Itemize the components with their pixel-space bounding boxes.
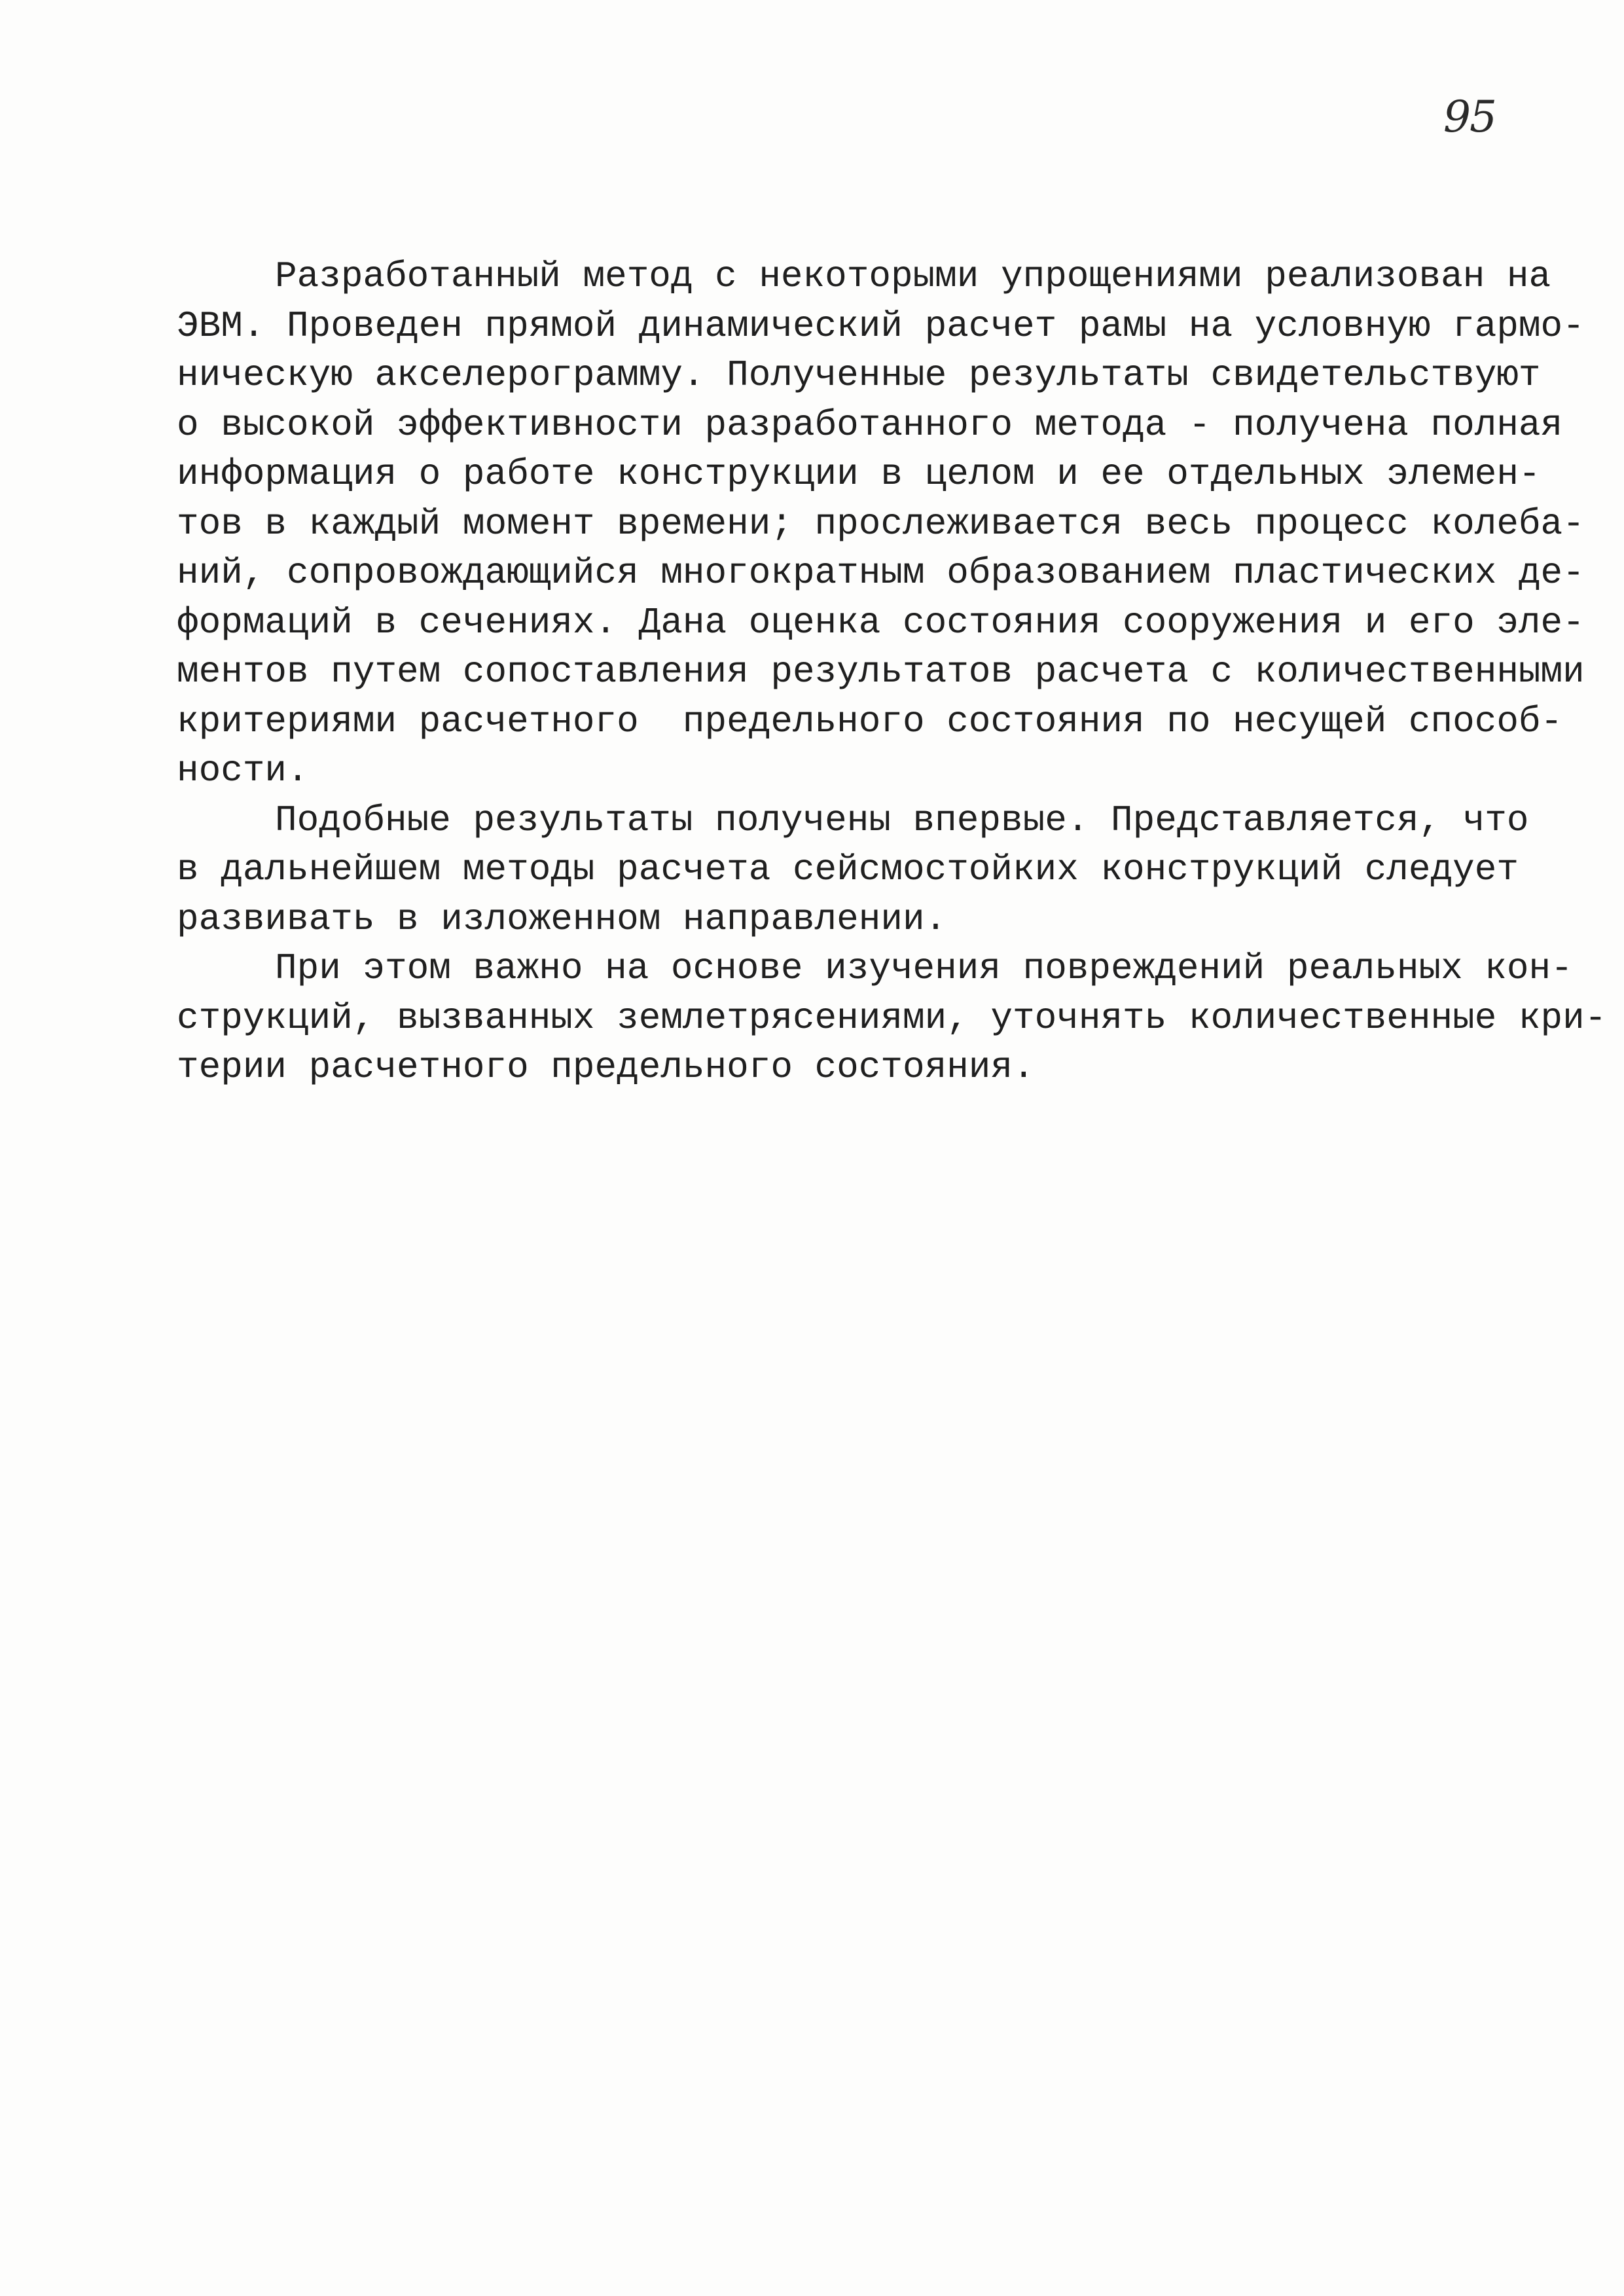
text-line: развивать в изложенном направлении. — [177, 898, 947, 940]
text-line: в дальнейшем методы расчета сейсмостойких конструкций следует — [177, 848, 1519, 890]
text-line: ническую акселерограмму. Полученные результаты свидетельствуют — [177, 354, 1541, 396]
text-line: ности. — [177, 750, 309, 792]
text-line: Разработанный метод с некоторыми упрощениями реализован на — [275, 255, 1551, 297]
text-line: формаций в сечениях. Дана оценка состояния сооружения и его эле- — [177, 601, 1585, 644]
paragraph-1 — [177, 252, 1585, 796]
text-line: Подобные результаты получены впервые. Представляется, что — [275, 799, 1529, 841]
text-line: ний, сопровождающийся многократным образованием пластических де- — [177, 552, 1585, 594]
text-line: информация о работе конструкции в целом и ее отдельных элемен- — [177, 453, 1541, 495]
text-line: тов в каждый момент времени; прослеживается весь процесс колеба- — [177, 502, 1585, 545]
text-line: о высокой эффективности разработанного метода - получена полная — [177, 403, 1563, 446]
text-line: ЭВМ. Проведен прямой динамический расчет рамы на условную гармо- — [177, 304, 1585, 347]
text-line: струкций, вызванных землетрясениями, уточнять количественные кри- — [177, 996, 1607, 1039]
paragraph-3 — [177, 944, 1607, 1093]
text-line: терии расчетного предельного состояния. — [177, 1046, 1035, 1088]
page-number: 95 — [1443, 92, 1496, 142]
text-line: ментов путем сопоставления результатов расчета с количественными — [177, 651, 1585, 693]
paragraph-2 — [177, 796, 1529, 945]
text-line: критериями расчетного предельного состояния по несущей способ- — [177, 700, 1563, 742]
text-line: При этом важно на основе изучения повреждений реальных кон- — [275, 947, 1573, 989]
body-text — [177, 252, 1607, 1093]
